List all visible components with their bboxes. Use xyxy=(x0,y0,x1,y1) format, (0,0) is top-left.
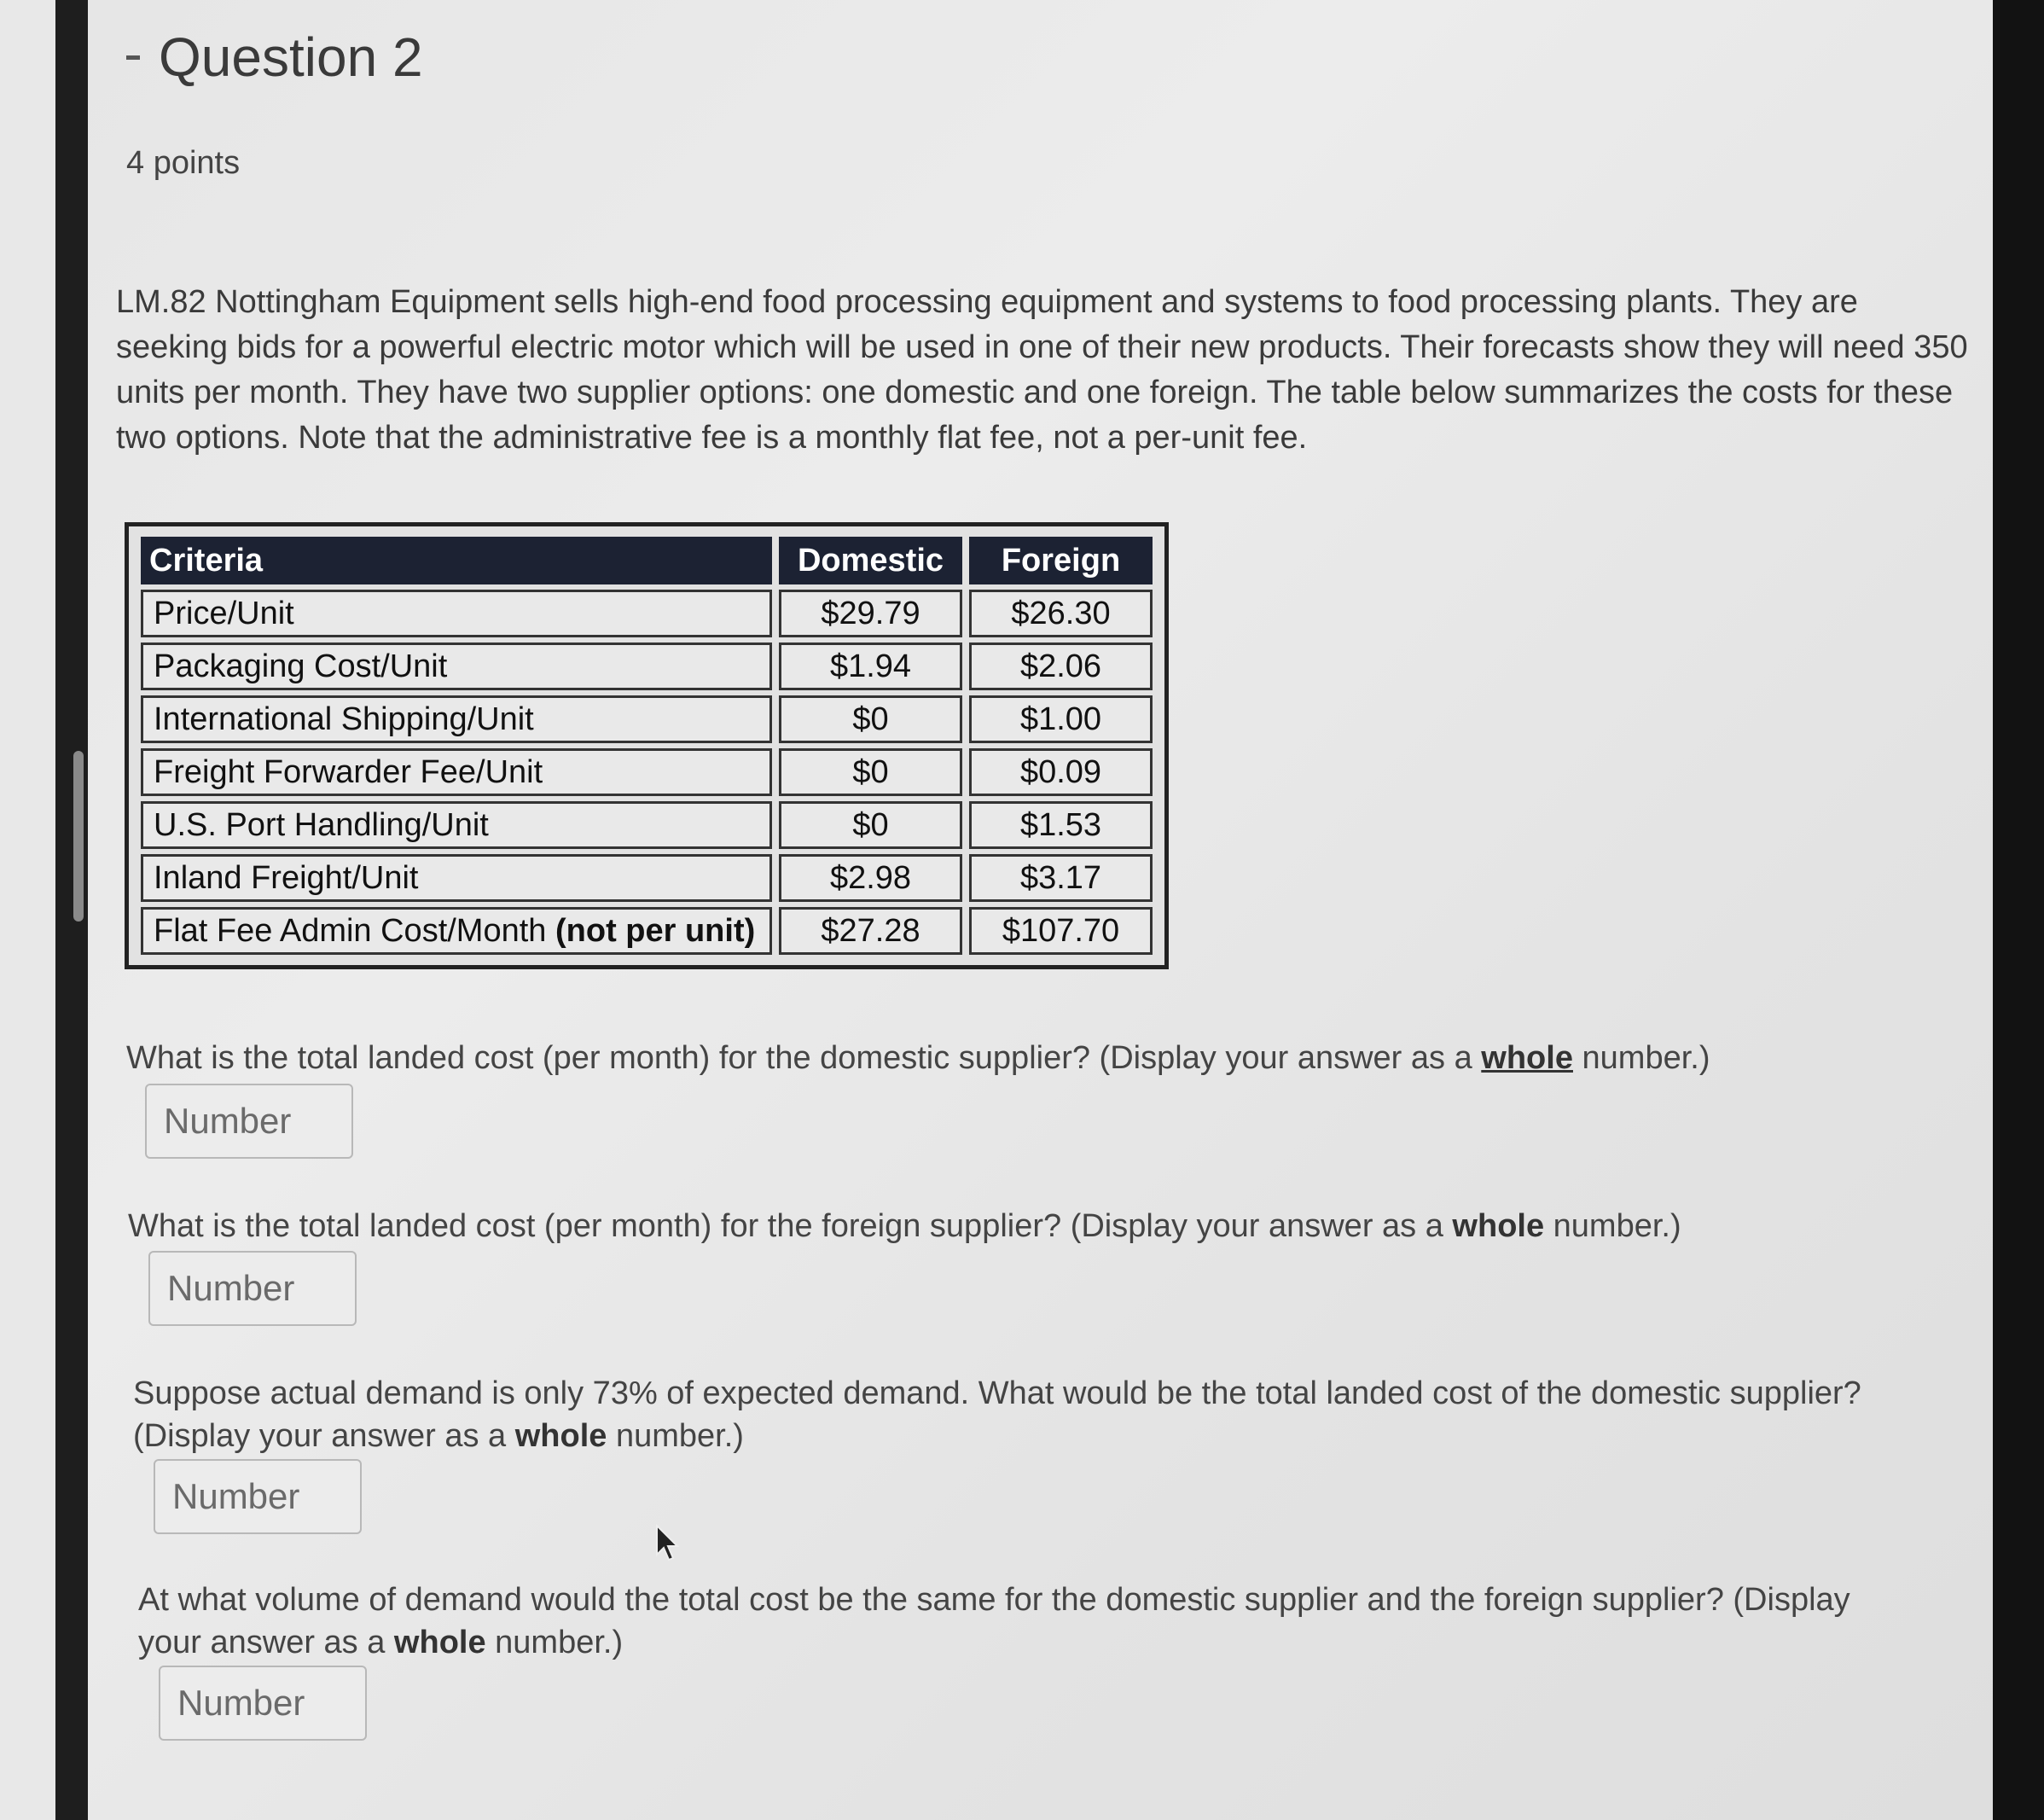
table-row xyxy=(141,801,1153,849)
row-domestic: $2.98 xyxy=(779,854,962,902)
row-domestic: $1.94 xyxy=(779,643,962,690)
table-row xyxy=(141,748,1153,796)
row-domestic: $0 xyxy=(779,748,962,796)
prompt-text-end: number.) xyxy=(1544,1208,1681,1244)
prompt-domestic-cost xyxy=(126,1037,1918,1079)
table-row xyxy=(141,590,1153,637)
foreign-cost-input[interactable] xyxy=(148,1251,357,1326)
header-foreign: Foreign xyxy=(969,537,1153,584)
row-criteria: Inland Freight/Unit xyxy=(141,854,772,902)
cost-table xyxy=(125,522,1169,969)
prompt-reduced-demand xyxy=(133,1372,1967,1457)
prompt-text-end: number.) xyxy=(1572,1040,1710,1076)
mouse-cursor-icon xyxy=(655,1524,682,1565)
row-criteria-emphasis: (not per unit) xyxy=(555,912,756,949)
row-foreign: $1.53 xyxy=(969,801,1153,849)
prompt-text: At what volume of demand would the total cost be the same for the domestic supplier and the foreign supplier? (Display your answer as a xyxy=(138,1582,1850,1660)
prompt-emphasis: whole xyxy=(514,1418,607,1454)
scrollbar-thumb[interactable] xyxy=(73,751,84,922)
row-criteria xyxy=(141,907,772,955)
prompt-emphasis: whole xyxy=(1452,1208,1545,1244)
question-points: 4 points xyxy=(126,145,241,181)
prompt-text: Suppose actual demand is only 73% of expected demand. What would be the total landed cost of the domestic supplier? (Display your answer as a xyxy=(133,1375,1861,1454)
row-foreign: $26.30 xyxy=(969,590,1153,637)
row-foreign: $3.17 xyxy=(969,854,1153,902)
prompt-emphasis: whole xyxy=(393,1625,486,1660)
collapse-icon[interactable] xyxy=(126,55,140,60)
row-foreign: $2.06 xyxy=(969,643,1153,690)
prompt-text-end: number.) xyxy=(607,1418,744,1454)
header-criteria: Criteria xyxy=(141,537,772,584)
row-criteria: International Shipping/Unit xyxy=(141,695,772,743)
row-criteria: Packaging Cost/Unit xyxy=(141,643,772,690)
row-criteria: Freight Forwarder Fee/Unit xyxy=(141,748,772,796)
domestic-cost-input[interactable] xyxy=(145,1084,353,1159)
right-bezel xyxy=(1993,0,2044,1820)
table-row xyxy=(141,854,1153,902)
prompt-emphasis: whole xyxy=(1481,1040,1573,1076)
row-criteria: U.S. Port Handling/Unit xyxy=(141,801,772,849)
row-domestic: $0 xyxy=(779,801,962,849)
question-header xyxy=(126,26,423,89)
table-header-row xyxy=(141,537,1153,584)
table-row xyxy=(141,643,1153,690)
prompt-text: What is the total landed cost (per month) for the foreign supplier? (Display your answer as a xyxy=(128,1208,1453,1244)
row-domestic: $0 xyxy=(779,695,962,743)
table-row xyxy=(141,907,1153,955)
row-domestic: $29.79 xyxy=(779,590,962,637)
question-text: LM.82 Nottingham Equipment sells high-end food processing equipment and systems to food processing plants. They are seeking bids for a powerful electric motor which will be used in one of their new products. Their forecasts show they will need 350 units per month. They have two supplier options: one domestic and one foreign. The table below summarizes the costs for these two options. Note that the administrative fee is a monthly flat fee, not a per-unit fee. xyxy=(116,284,1968,456)
question-title: Question 2 xyxy=(159,26,423,88)
prompt-text: What is the total landed cost (per month) for the domestic supplier? (Display your answer as a xyxy=(126,1040,1482,1076)
prompt-foreign-cost xyxy=(128,1205,1919,1247)
row-criteria: Price/Unit xyxy=(141,590,772,637)
left-edge xyxy=(0,0,55,1820)
row-foreign: $1.00 xyxy=(969,695,1153,743)
prompt-text-end: number.) xyxy=(485,1625,624,1660)
break-even-input[interactable] xyxy=(159,1666,367,1741)
row-criteria-label: Flat Fee Admin Cost/Month xyxy=(154,912,555,949)
row-foreign: $107.70 xyxy=(969,907,1153,955)
table-row xyxy=(141,695,1153,743)
prompt-break-even xyxy=(138,1579,1896,1664)
row-domestic: $27.28 xyxy=(779,907,962,955)
row-foreign: $0.09 xyxy=(969,748,1153,796)
reduced-demand-input[interactable] xyxy=(154,1459,362,1534)
header-domestic: Domestic xyxy=(779,537,962,584)
